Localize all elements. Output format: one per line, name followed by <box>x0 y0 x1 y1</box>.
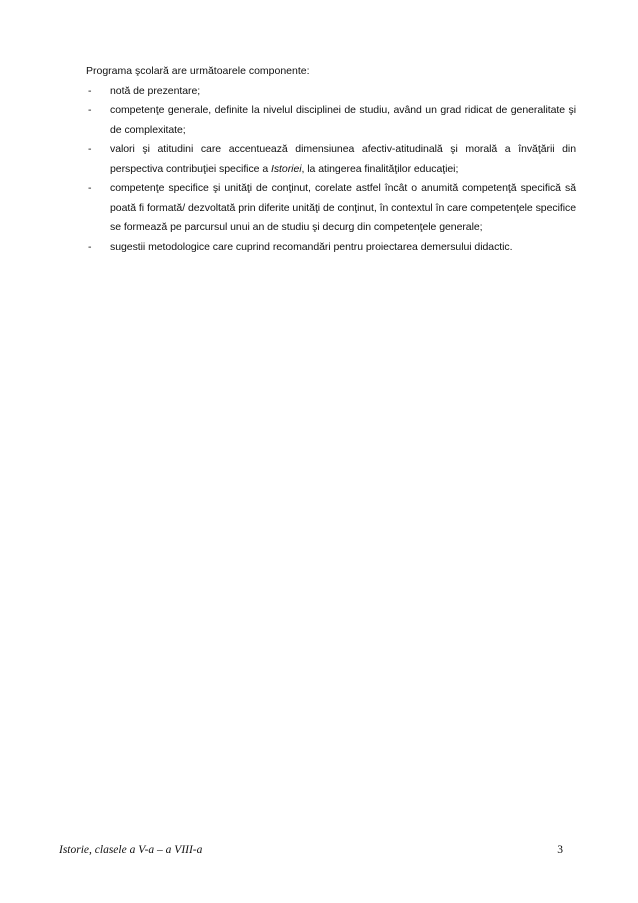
list-item-emphasis: Istoriei <box>270 162 302 175</box>
list-item <box>83 238 576 258</box>
list-item <box>83 179 576 238</box>
page-footer <box>59 844 579 856</box>
list-item-text-after: , la atingerea finalităţilor educaţiei; <box>301 162 459 175</box>
footer-title: Istorie, clasele a V-a – a VIII-a <box>59 844 203 856</box>
list-item <box>83 101 576 140</box>
list-dash: - <box>88 240 92 253</box>
list-item-text: competenţe specifice şi unităţi de conţinut, corelate astfel încât o anumită competenţă specifică să poată fi formată/ dezvoltată prin diferite unităţi de conţinut, în contextul în care competenţele specifice se formează pe parcursul unui an de studiu şi decurg din competenţele generale; <box>110 182 576 233</box>
list-dash: - <box>88 104 92 116</box>
list-item-text <box>110 143 576 175</box>
list-dash: - <box>88 84 92 97</box>
list-dash: - <box>88 143 92 155</box>
page-number: 3 <box>557 844 563 856</box>
list-item-text-before: valori şi atitudini care accentuează dimensiunea afectiv-atitudinală şi morală a învăţării din perspectiva contribuţiei specifice a <box>110 143 576 175</box>
list-item-text: notă de prezentare; <box>110 84 201 97</box>
list-item <box>83 82 576 102</box>
list-item-text: sugestii metodologice care cuprind recomandări pentru proiectarea demersului didactic. <box>110 240 513 253</box>
list-item-text: competenţe generale, definite la nivelul disciplinei de studiu, având un grad ridicat de generalitate şi de complexitate; <box>110 104 576 136</box>
list-item <box>83 140 576 179</box>
intro-paragraph: Programa şcolară are următoarele componente: <box>86 65 310 77</box>
list-dash: - <box>88 182 92 194</box>
components-list <box>86 82 576 258</box>
document-body <box>86 62 576 257</box>
